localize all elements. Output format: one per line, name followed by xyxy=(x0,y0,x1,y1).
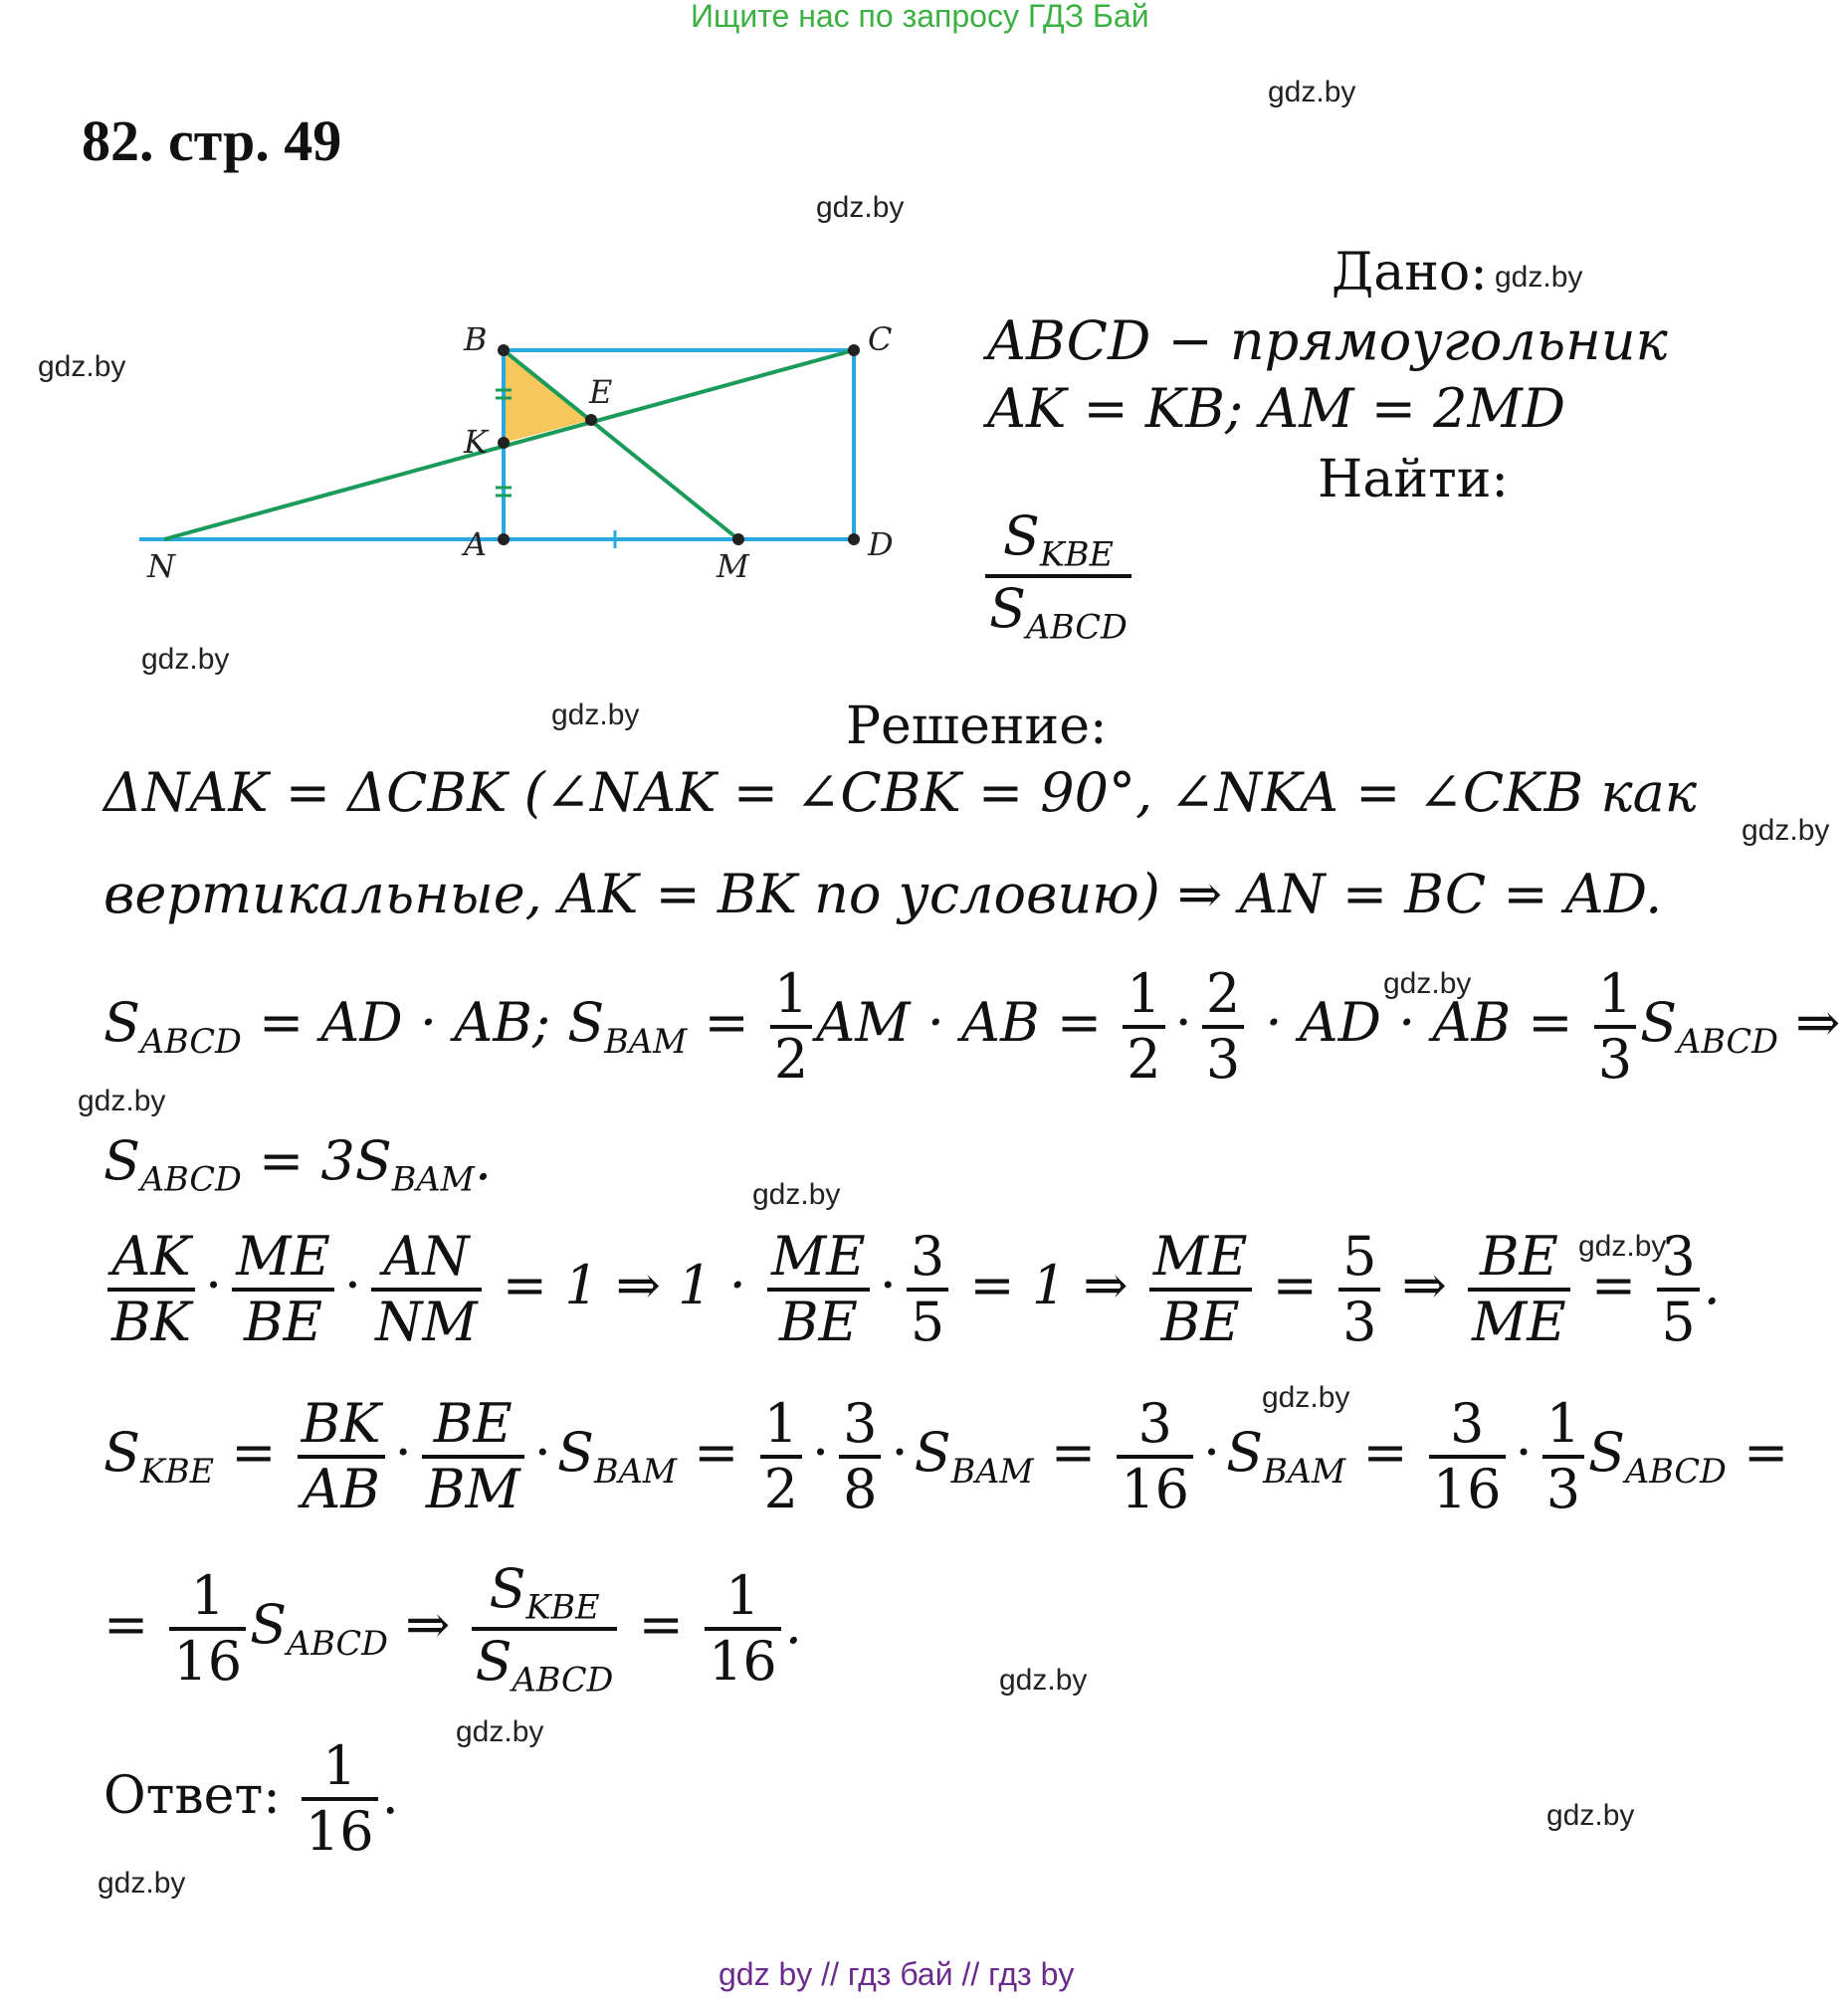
watermark: gdz.by xyxy=(1578,1230,1667,1263)
solution-heading: Решение: xyxy=(846,697,1108,756)
problem-title: 82. стр. 49 xyxy=(82,108,342,173)
top-banner[interactable]: Ищите нас по запросу ГДЗ Бай xyxy=(691,0,1149,34)
given-line-2: AK = KB; AM = 2MD xyxy=(987,377,1566,440)
rectangle-abcd xyxy=(504,350,854,539)
label-a: A xyxy=(464,525,488,563)
solution-line-3: $S_{ABCD}$ = AD · AB; $S_{BAM}$ = $\frac{1}{2}$ AM · AB = $\frac{1}{2}$ · $\frac{2}{3}$ · AD · AB = $\frac{1}{3}$ $S_{ABCD}$ ⇒ xyxy=(103,962,1841,1092)
solution-line-6: $S_{KBE}$ = $\frac{BK}{AB}$ · $\frac{BE}{BM}$ · $S_{BAM}$ = $\frac{1}{2}$ · $\frac{3}{8}$ · $S_{BAM}$ = $\frac{3}{16}$ · $S_{BAM}$ = $\frac{3}{16}$ · $\frac{1}{3}$ $S_{ABCD}$ = xyxy=(103,1392,1789,1521)
watermark: gdz.by xyxy=(1383,967,1472,1000)
solution-line-5: $\frac{AK}{BK}$ · $\frac{ME}{BE}$ · $\frac{AN}{NM}$ = 1 ⇒ 1 · $\frac{ME}{BE}$ · $\frac{3}{5}$ = 1 ⇒ $\frac{ME}{BE}$ = $\frac{5}{3}$ ⇒ $\frac{BE}{ME}$ = $\frac{3}{5}$ . xyxy=(103,1226,1721,1353)
triangle-kbe xyxy=(504,350,591,443)
label-d: D xyxy=(868,525,894,563)
label-k: K xyxy=(464,423,488,461)
find-heading: Найти: xyxy=(1318,450,1509,509)
point-b xyxy=(498,344,510,356)
geometry-figure xyxy=(0,299,955,617)
point-a xyxy=(498,533,510,545)
watermark: gdz.by xyxy=(551,699,640,731)
given-line-1: ABCD − прямоугольник xyxy=(987,309,1668,372)
watermark: gdz.by xyxy=(752,1178,841,1211)
label-e: E xyxy=(589,373,613,411)
line-bm xyxy=(504,350,738,539)
solution-line-2: вертикальные, AK = BK по условию) ⇒ AN = BC = AD. xyxy=(103,863,1663,925)
solution-line-7: = $\frac{1}{16}$ $S_{ABCD}$ ⇒ $\frac{S_{KBE}}{S_{ABCD}}$ = $\frac{1}{16}$ . xyxy=(103,1557,802,1700)
given-heading: Дано: xyxy=(1332,243,1488,302)
solution-line-1: ΔNAK = ΔCBK (∠NAK = ∠CBK = 90°, ∠NKA = ∠CKB как xyxy=(103,761,1698,824)
watermark: gdz.by xyxy=(1262,1381,1350,1414)
watermark: gdz.by xyxy=(78,1085,166,1117)
solution-line-4: $S_{ABCD} = 3S_{BAM}$. xyxy=(103,1129,492,1199)
label-n: N xyxy=(147,547,175,585)
point-k xyxy=(498,437,510,449)
watermark: gdz.by xyxy=(38,350,126,383)
footer-links[interactable]: gdz by // гдз бай // гдз by xyxy=(719,1956,1075,1992)
answer: Ответ: $\frac{1}{16}$ . xyxy=(103,1734,399,1864)
find-fraction: $\frac{S_{KBE}}{S_{ABCD}}$ xyxy=(981,505,1135,647)
point-m xyxy=(732,533,744,545)
label-c: C xyxy=(868,320,893,358)
watermark: gdz.by xyxy=(1742,814,1830,847)
label-b: B xyxy=(464,320,488,358)
watermark: gdz.by xyxy=(1546,1799,1635,1832)
watermark: gdz.by xyxy=(999,1664,1088,1697)
point-c xyxy=(848,344,860,356)
point-d xyxy=(848,533,860,545)
watermark: gdz.by xyxy=(456,1715,544,1748)
point-e xyxy=(585,414,597,426)
label-m: M xyxy=(717,547,749,585)
watermark: gdz.by xyxy=(1495,261,1583,294)
watermark: gdz.by xyxy=(816,191,905,224)
watermark: gdz.by xyxy=(141,643,230,676)
watermark: gdz.by xyxy=(1268,76,1356,108)
watermark: gdz.by xyxy=(98,1867,186,1900)
